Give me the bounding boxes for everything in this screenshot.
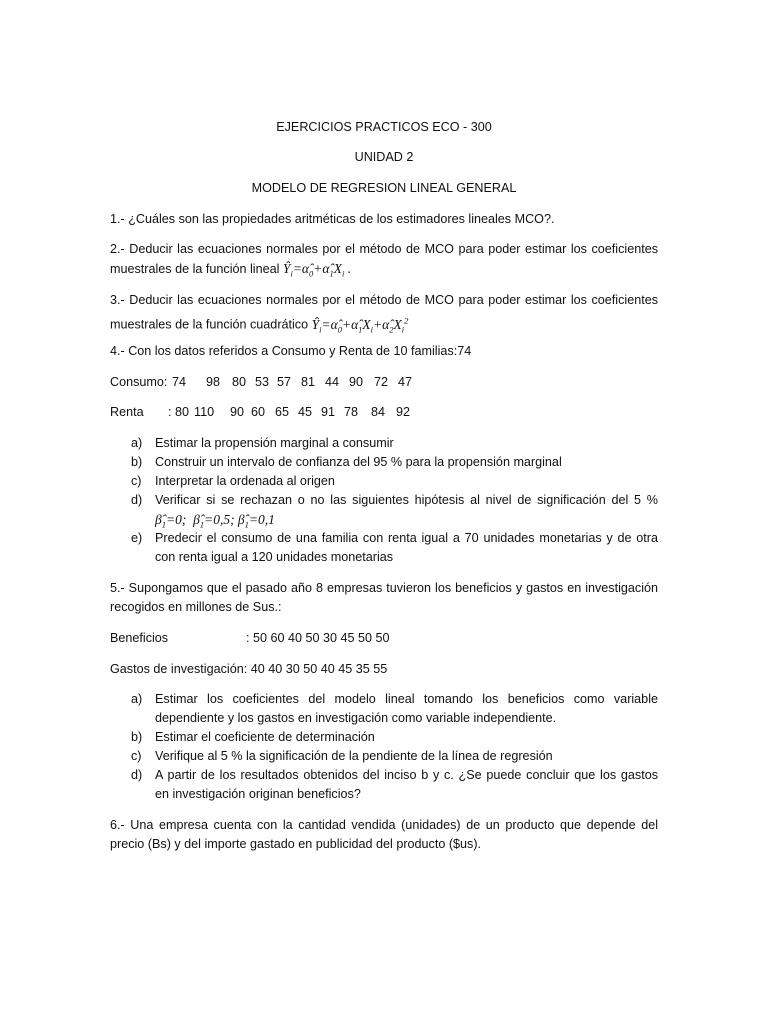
quadratic-function-formula: $Ŷ_i=\alphâ_0+\alphâ_1X_i+\alphâ_2X_i^2$ (311, 315, 409, 335)
list-item-text: Predecir el consumo de una familia con renta igual a 70 unidades monetarias y de otra (155, 531, 658, 545)
list-marker: a) (131, 692, 143, 706)
unit-heading: UNIDAD 2 (354, 150, 414, 164)
question-2-line-2 (110, 261, 351, 282)
renta-value: 78 (344, 405, 359, 419)
renta-value: 65 (275, 405, 290, 419)
question-5-line-1: 5.- Supongamos que el pasado año 8 empresas tuvieron los beneficios y gastos en investigación (110, 581, 658, 595)
question-5-line-2: recogidos en millones de Sus.: (110, 600, 282, 614)
linear-function-formula: $Ŷ_i=\alphâ_0+\alphâ_1X_i$ . (282, 261, 352, 279)
list-item-text: Construir un intervalo de confianza del 95 % para la propensión marginal (155, 455, 562, 469)
list-marker: c) (131, 749, 142, 763)
renta-value: 92 (396, 405, 411, 419)
list-marker: e) (131, 531, 143, 545)
list-item-text: Interpretar la ordenada al origen (155, 474, 335, 488)
consumo-value: 81 (301, 375, 316, 389)
list-marker: b) (131, 455, 143, 469)
document-subtitle: MODELO DE REGRESION LINEAL GENERAL (251, 181, 517, 195)
list-marker: a) (131, 436, 143, 450)
question-6-line-1: 6.- Una empresa cuenta con la cantidad vendida (unidades) de un producto que depende del (110, 818, 658, 832)
renta-label: Renta (110, 405, 144, 419)
renta-value: : 80 (168, 405, 190, 419)
renta-value: 45 (298, 405, 313, 419)
list-item-text: Verifique al 5 % la significación de la pendiente de la línea de regresión (155, 749, 553, 763)
question-1: 1.- ¿Cuáles son las propiedades aritméticas de los estimadores lineales MCO?. (110, 212, 555, 226)
question-6-line-2: precio (Bs) y del importe gastado en publicidad del producto ($us). (110, 837, 482, 851)
list-marker: b) (131, 730, 143, 744)
list-item-continuation: en investigación originan beneficios? (155, 787, 361, 801)
document-title: EJERCICIOS PRACTICOS ECO - 300 (276, 120, 492, 134)
renta-value: 84 (371, 405, 386, 419)
list-item-continuation: con renta igual a 120 unidades monetarias (155, 550, 394, 564)
list-marker: d) (131, 768, 143, 782)
gastos-row: Gastos de investigación: 40 40 30 50 40 45 35 55 (110, 662, 388, 676)
list-marker: d) (131, 493, 143, 507)
consumo-value: 47 (398, 375, 413, 389)
list-item-continuation: dependiente y los gastos en investigación como variable independiente. (155, 711, 557, 725)
consumo-value: 90 (349, 375, 364, 389)
hypotheses-math: $\betâ_1=0$; $\betâ_1=0,5$; $\betâ_1=0,1$ (155, 512, 275, 530)
question-2-text: muestrales de la función lineal (110, 262, 280, 276)
beneficios-label: Beneficios (110, 631, 169, 645)
renta-value: 91 (321, 405, 336, 419)
consumo-value: 80 (232, 375, 247, 389)
renta-value: 60 (251, 405, 266, 419)
list-item-text: A partir de los resultados obtenidos del inciso b y c. ¿Se puede concluir que los gastos (155, 768, 658, 782)
consumo-value: 98 (206, 375, 221, 389)
renta-value: 90 (230, 405, 245, 419)
consumo-value: 72 (374, 375, 389, 389)
list-item-text: Estimar el coeficiente de determinación (155, 730, 375, 744)
beneficios-values: : 50 60 40 50 30 45 50 50 (246, 631, 390, 645)
list-item-text: Verificar si se rechazan o no las siguientes hipótesis al nivel de significación del 5 % (155, 493, 658, 507)
list-marker: c) (131, 474, 142, 488)
question-3-line-2 (110, 312, 408, 337)
consumo-value: 74 (172, 375, 187, 389)
renta-value: 110 (194, 405, 215, 419)
list-item-text: Estimar los coeficientes del modelo lineal tomando los beneficios como variable (155, 692, 658, 706)
consumo-value: 44 (325, 375, 340, 389)
question-2-line-1: 2.- Deducir las ecuaciones normales por el método de MCO para poder estimar los coeficientes (110, 242, 658, 256)
question-3-line-1: 3.- Deducir las ecuaciones normales por el método de MCO para poder estimar los coeficientes (110, 293, 658, 307)
question-4-intro: 4.- Con los datos referidos a Consumo y Renta de 10 familias:74 (110, 344, 472, 358)
question-3-text: muestrales de la función cuadrático (110, 317, 309, 332)
consumo-label: Consumo: (110, 375, 168, 389)
list-item-text: Estimar la propensión marginal a consumir (155, 436, 394, 450)
consumo-value: 57 (277, 375, 292, 389)
consumo-value: 53 (255, 375, 270, 389)
